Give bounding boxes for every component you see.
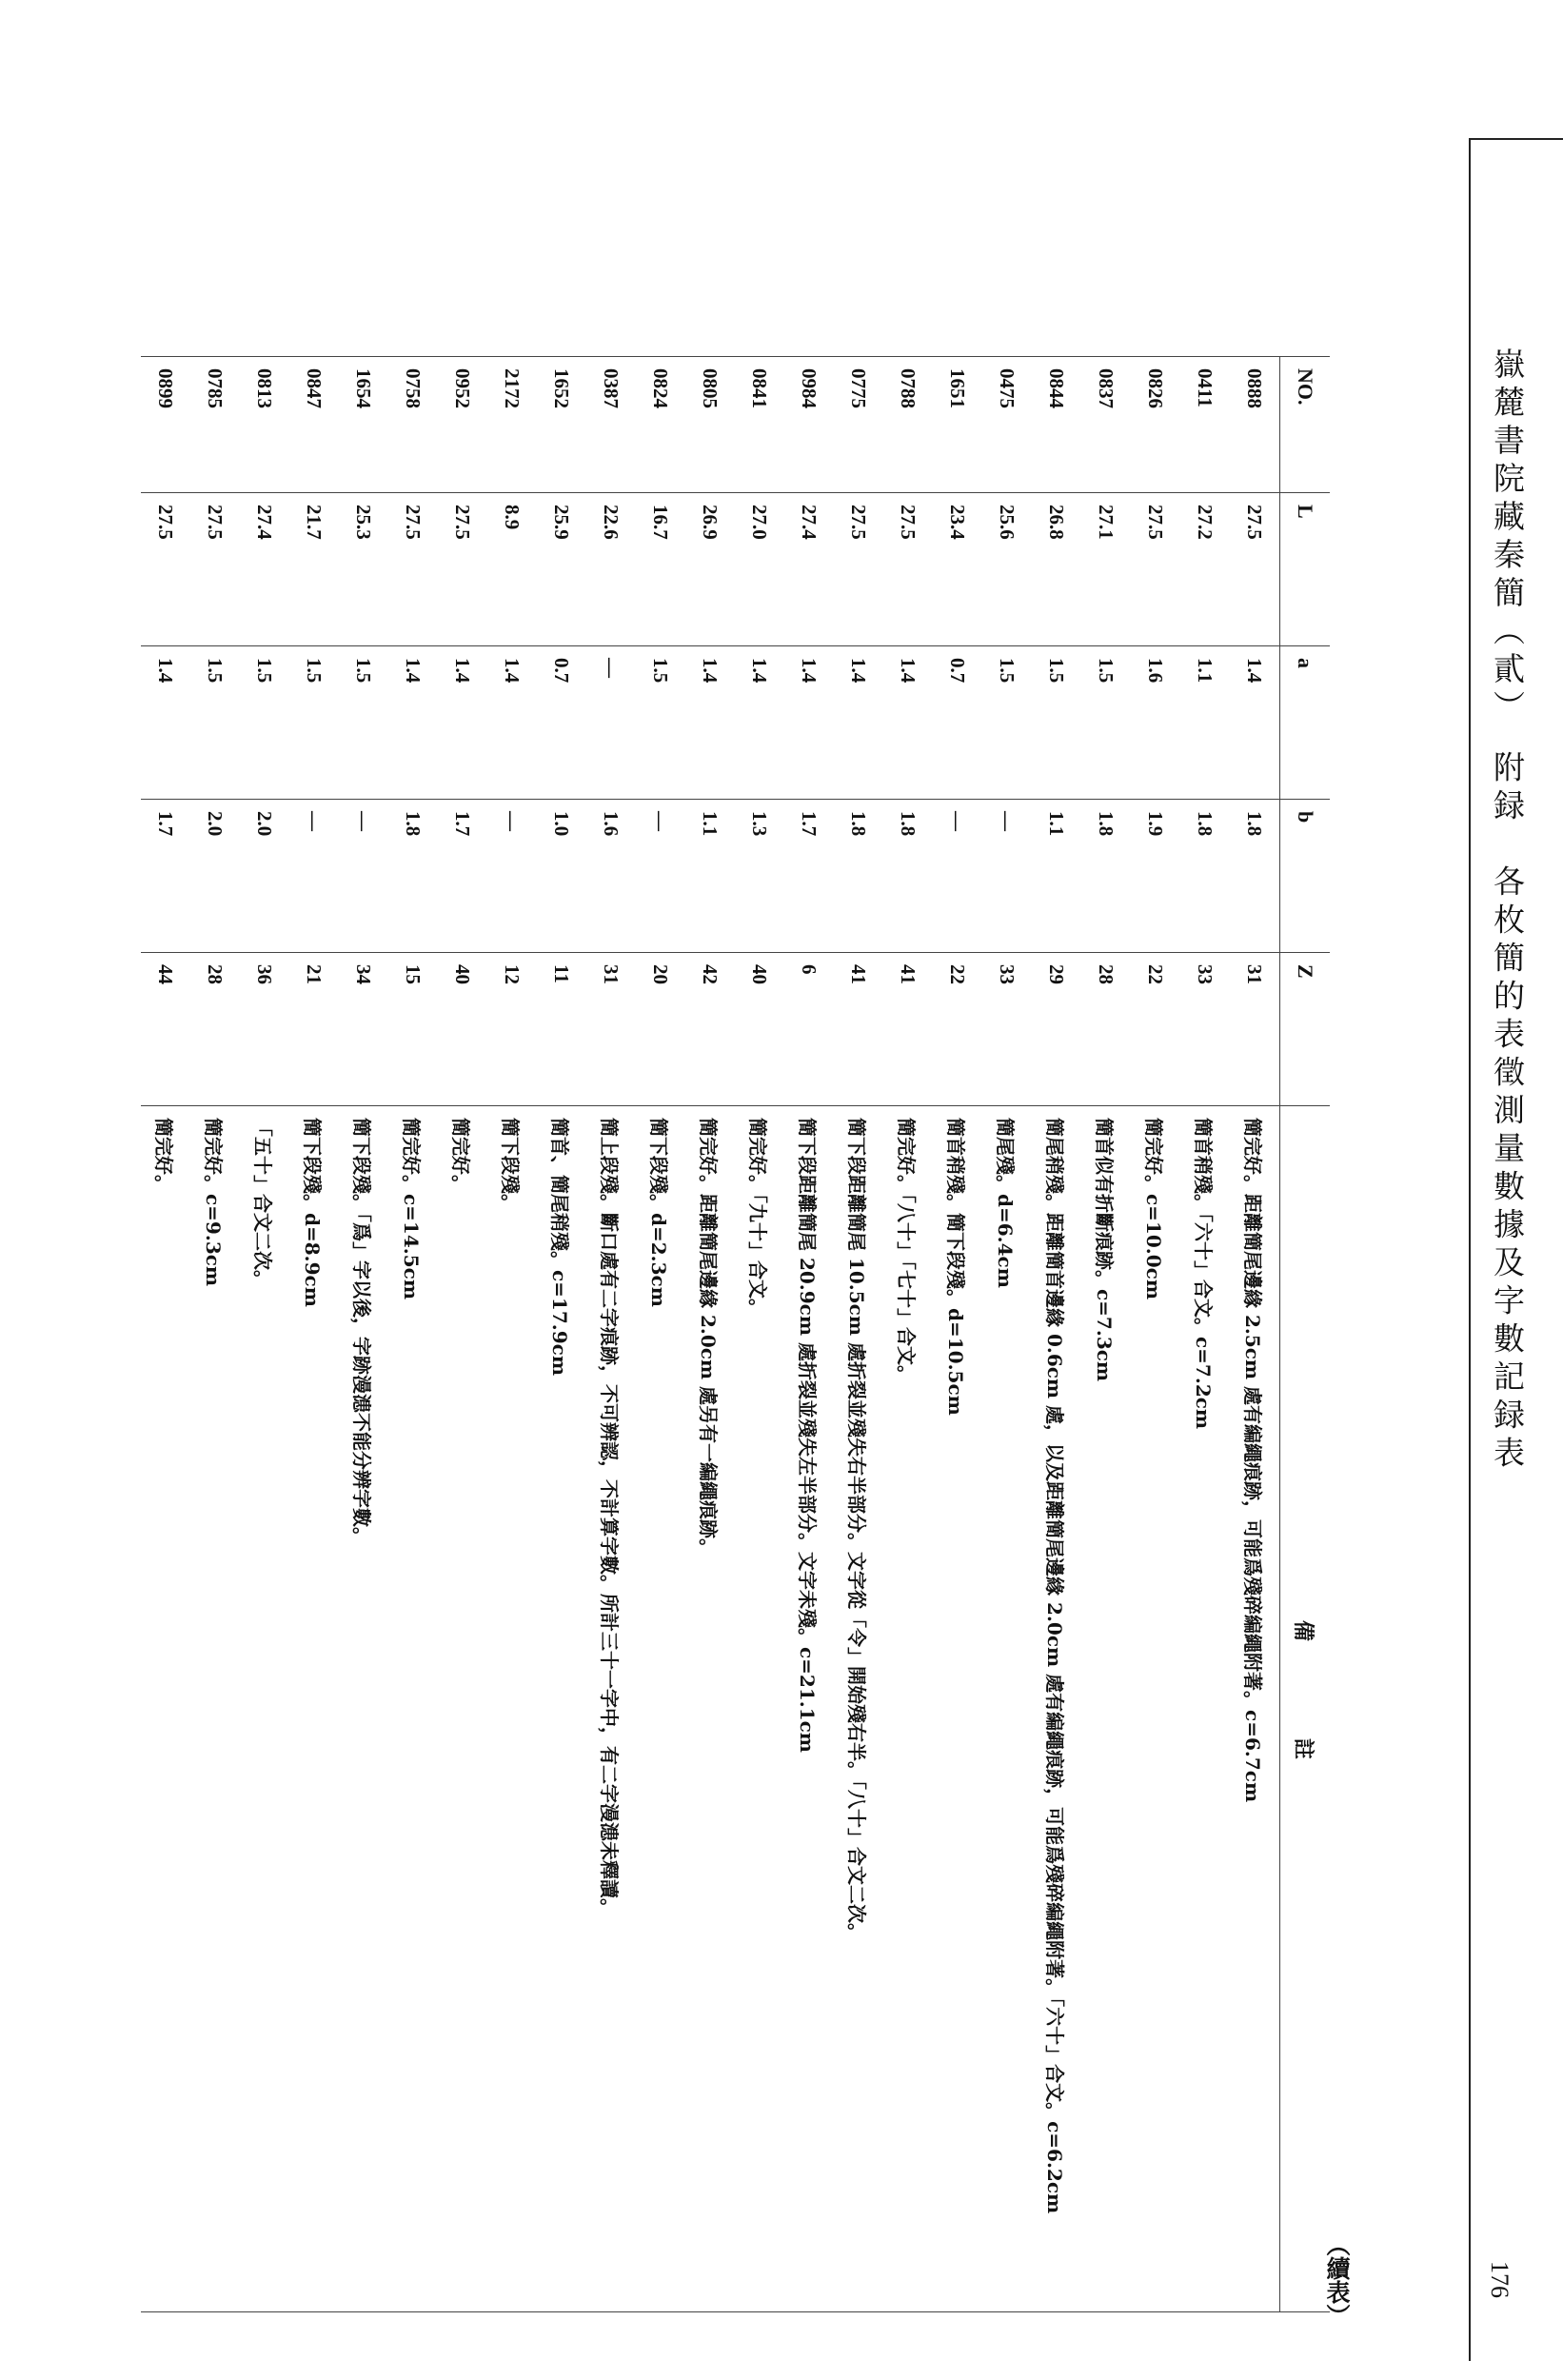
cell-b: 1.8 (1180, 800, 1230, 953)
table-row (1180, 357, 1230, 2312)
cell-b: 1.7 (141, 800, 190, 953)
column-header-no: NO. (1280, 357, 1331, 493)
cell-z: 6 (784, 953, 834, 1106)
cell-z: 40 (735, 953, 784, 1106)
cell-l: 27.4 (240, 493, 289, 646)
table-row (141, 357, 190, 2312)
cell-a: 1.5 (636, 646, 685, 800)
cell-no: 2172 (487, 357, 537, 493)
table-row (982, 357, 1032, 2312)
cell-b: — (487, 800, 537, 953)
cell-z: 21 (289, 953, 339, 1106)
cell-a: 1.5 (339, 646, 388, 800)
cell-z: 22 (1131, 953, 1180, 1106)
cell-note: 簡下段殘。「爲」字以後，字跡漫漶不能分辨字數。 (339, 1106, 388, 2312)
column-header-note: 備 註 (1280, 1106, 1331, 2312)
cell-no: 0775 (834, 357, 883, 493)
cell-b: 1.8 (388, 800, 438, 953)
cell-note: 簡下段距離簡尾 10.5cm 處折裂並殘失右半部分。文字從「令」開始殘右半。「八十」合文二次。 (834, 1106, 883, 2312)
column-header-b: b (1280, 800, 1331, 953)
cell-b: 1.1 (1032, 800, 1081, 953)
cell-a: 1.5 (1032, 646, 1081, 800)
cell-a: 1.4 (1230, 646, 1280, 800)
cell-b: — (289, 800, 339, 953)
cell-z: 20 (636, 953, 685, 1106)
cell-a: 1.5 (289, 646, 339, 800)
cell-no: 0411 (1180, 357, 1230, 493)
cell-no: 0899 (141, 357, 190, 493)
table-row (685, 357, 735, 2312)
cell-l: 25.9 (537, 493, 586, 646)
cell-b: 2.0 (190, 800, 240, 953)
column-header-l: L (1280, 493, 1331, 646)
table-row (1081, 357, 1131, 2312)
cell-l: 25.6 (982, 493, 1032, 646)
cell-note: 簡首稍殘。簡下段殘。d=10.5cm (933, 1106, 982, 2312)
cell-a: 1.4 (735, 646, 784, 800)
table-row (289, 357, 339, 2312)
cell-l: 27.5 (834, 493, 883, 646)
column-header-a: a (1280, 646, 1331, 800)
cell-l: 23.4 (933, 493, 982, 646)
cell-no: 0844 (1032, 357, 1081, 493)
cell-note: 簡下段殘。d=8.9cm (289, 1106, 339, 2312)
cell-l: 25.3 (339, 493, 388, 646)
measurement-table-frame (83, 356, 1330, 2312)
cell-b: 1.1 (685, 800, 735, 953)
cell-l: 27.1 (1081, 493, 1131, 646)
cell-b: 1.8 (1081, 800, 1131, 953)
cell-a: 1.4 (784, 646, 834, 800)
cell-a: 1.4 (685, 646, 735, 800)
table-row (1230, 357, 1280, 2312)
cell-b: 1.0 (537, 800, 586, 953)
cell-b: 1.7 (784, 800, 834, 953)
cell-l: 27.4 (784, 493, 834, 646)
cell-a: 1.5 (1081, 646, 1131, 800)
cell-a: 1.4 (438, 646, 487, 800)
cell-b: 1.6 (586, 800, 636, 953)
cell-note: 簡完好。「九十」合文。 (735, 1106, 784, 2312)
cell-note: 簡完好。距離簡尾邊緣 2.5cm 處有編繩痕跡，可能爲殘碎編繩附著。c=6.7cm (1230, 1106, 1280, 2312)
table-row (834, 357, 883, 2312)
cell-a: 1.5 (982, 646, 1032, 800)
table-row (883, 357, 933, 2312)
cell-z: 11 (537, 953, 586, 1106)
cell-z: 41 (883, 953, 933, 1106)
cell-no: 0826 (1131, 357, 1180, 493)
cell-note: 簡下段殘。 (487, 1106, 537, 2312)
cell-l: 21.7 (289, 493, 339, 646)
cell-l: 27.5 (388, 493, 438, 646)
cell-z: 28 (1081, 953, 1131, 1106)
cell-no: 0788 (883, 357, 933, 493)
cell-b: — (636, 800, 685, 953)
cell-z: 33 (1180, 953, 1230, 1106)
cell-a: 0.7 (933, 646, 982, 800)
cell-b: 1.9 (1131, 800, 1180, 953)
cell-a: — (586, 646, 636, 800)
cell-l: 26.9 (685, 493, 735, 646)
table-row (438, 357, 487, 2312)
page-number: 176 (1486, 2261, 1514, 2298)
table-row (388, 357, 438, 2312)
table-row (190, 357, 240, 2312)
cell-note: 簡完好。 (438, 1106, 487, 2312)
cell-z: 15 (388, 953, 438, 1106)
cell-l: 27.0 (735, 493, 784, 646)
measurement-table (141, 356, 1330, 2312)
cell-a: 1.4 (834, 646, 883, 800)
cell-z: 34 (339, 953, 388, 1106)
cell-no: 0984 (784, 357, 834, 493)
cell-no: 0387 (586, 357, 636, 493)
cell-b: 1.3 (735, 800, 784, 953)
cell-z: 12 (487, 953, 537, 1106)
cell-l: 27.5 (141, 493, 190, 646)
cell-no: 0758 (388, 357, 438, 493)
cell-l: 27.5 (1230, 493, 1280, 646)
table-row (586, 357, 636, 2312)
table-row (339, 357, 388, 2312)
cell-note: 簡首似有折斷痕跡。c=7.3cm (1081, 1106, 1131, 2312)
cell-l: 22.6 (586, 493, 636, 646)
cell-z: 31 (586, 953, 636, 1106)
cell-b: 1.7 (438, 800, 487, 953)
table-row (240, 357, 289, 2312)
cell-note: 簡尾殘。d=6.4cm (982, 1106, 1032, 2312)
cell-z: 42 (685, 953, 735, 1106)
cell-no: 1652 (537, 357, 586, 493)
cell-a: 1.4 (487, 646, 537, 800)
table-body (141, 357, 1280, 2312)
cell-note: 簡首稍殘。「六十」合文。c=7.2cm (1180, 1106, 1230, 2312)
cell-no: 1654 (339, 357, 388, 493)
running-header-title: 嶽麓書院藏秦簡（貳） 附録 各枚簡的表徵測量數據及字數記録表 (1489, 347, 1526, 1475)
cell-note: 簡完好。距離簡尾邊緣 2.0cm 處另有一編繩痕跡。 (685, 1106, 735, 2312)
cell-a: 0.7 (537, 646, 586, 800)
cell-b: — (982, 800, 1032, 953)
cell-b: 2.0 (240, 800, 289, 953)
cell-note: 「五十」合文二次。 (240, 1106, 289, 2312)
cell-b: 1.8 (883, 800, 933, 953)
cell-z: 31 (1230, 953, 1280, 1106)
cell-no: 0847 (289, 357, 339, 493)
cell-a: 1.5 (190, 646, 240, 800)
column-header-z: Z (1280, 953, 1331, 1106)
cell-l: 27.5 (1131, 493, 1180, 646)
table-row (784, 357, 834, 2312)
cell-z: 44 (141, 953, 190, 1106)
cell-note: 簡完好。 (141, 1106, 190, 2312)
cell-note: 簡下段距離簡尾 20.9cm 處折裂並殘失左半部分。文字未殘。c=21.1cm (784, 1106, 834, 2312)
cell-b: — (933, 800, 982, 953)
table-row (1032, 357, 1081, 2312)
table-row (735, 357, 784, 2312)
table-row (487, 357, 537, 2312)
cell-note: 簡尾稍殘。距離簡首邊緣 0.6cm 處，以及距離簡尾邊緣 2.0cm 處有編繩痕跡，可能爲殘碎編繩附著。「六十」合文。c=6.2cm (1032, 1106, 1081, 2312)
cell-a: 1.1 (1180, 646, 1230, 800)
cell-a: 1.4 (141, 646, 190, 800)
continued-label: （續表） (1323, 2232, 1351, 2328)
cell-no: 0952 (438, 357, 487, 493)
cell-note: 簡上段殘。斷口處有二字痕跡，不可辨認，不計算字數。所計三十一字中，有二字漫漶未釋讀。 (586, 1106, 636, 2312)
cell-note: 簡完好。c=14.5cm (388, 1106, 438, 2312)
cell-z: 28 (190, 953, 240, 1106)
cell-z: 22 (933, 953, 982, 1106)
cell-a: 1.6 (1131, 646, 1180, 800)
cell-a: 1.4 (883, 646, 933, 800)
cell-note: 簡首、簡尾稍殘。c=17.9cm (537, 1106, 586, 2312)
cell-z: 33 (982, 953, 1032, 1106)
cell-no: 0475 (982, 357, 1032, 493)
cell-note: 簡完好。c=10.0cm (1131, 1106, 1180, 2312)
cell-no: 0805 (685, 357, 735, 493)
cell-l: 27.2 (1180, 493, 1230, 646)
cell-no: 0824 (636, 357, 685, 493)
cell-no: 0841 (735, 357, 784, 493)
cell-no: 1651 (933, 357, 982, 493)
cell-b: 1.8 (1230, 800, 1280, 953)
cell-a: 1.4 (388, 646, 438, 800)
cell-no: 0837 (1081, 357, 1131, 493)
cell-l: 16.7 (636, 493, 685, 646)
header-top-rule (1469, 138, 1563, 140)
cell-l: 8.9 (487, 493, 537, 646)
cell-no: 0888 (1230, 357, 1280, 493)
cell-l: 27.5 (883, 493, 933, 646)
cell-z: 36 (240, 953, 289, 1106)
cell-l: 27.5 (438, 493, 487, 646)
cell-b: 1.8 (834, 800, 883, 953)
table-row (537, 357, 586, 2312)
cell-note: 簡下段殘。d=2.3cm (636, 1106, 685, 2312)
table-row (636, 357, 685, 2312)
table-row (1131, 357, 1180, 2312)
cell-a: 1.5 (240, 646, 289, 800)
cell-b: — (339, 800, 388, 953)
cell-l: 27.5 (190, 493, 240, 646)
cell-z: 40 (438, 953, 487, 1106)
table-header-row (1280, 357, 1331, 2312)
table-row (933, 357, 982, 2312)
cell-note: 簡完好。c=9.3cm (190, 1106, 240, 2312)
cell-no: 0813 (240, 357, 289, 493)
cell-note: 簡完好。「八十」「七十」合文。 (883, 1106, 933, 2312)
header-divider-rule (1469, 138, 1471, 2361)
cell-no: 0785 (190, 357, 240, 493)
cell-z: 41 (834, 953, 883, 1106)
cell-l: 26.8 (1032, 493, 1081, 646)
cell-z: 29 (1032, 953, 1081, 1106)
